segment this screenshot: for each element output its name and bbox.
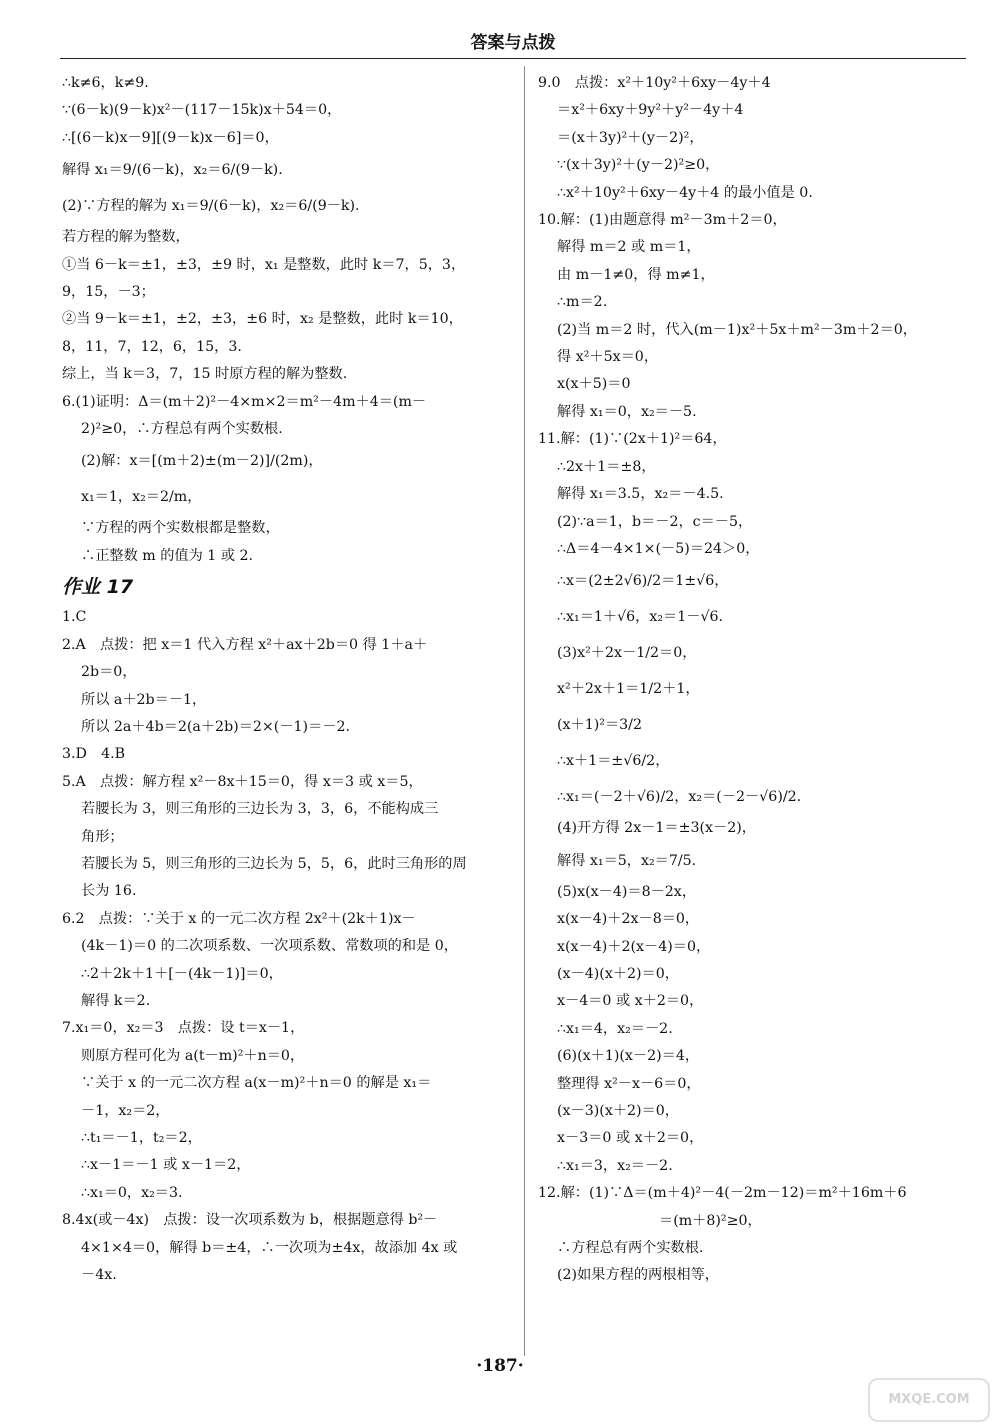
text-line: (2)∵方程的解为 x₁＝9/(6－k)，x₂＝6/(9－k). (62, 198, 360, 215)
watermark-logo: MXQE.COM (868, 1378, 990, 1422)
text-line: (2)解：x＝[(m＋2)±(m－2)]/(2m)， (81, 453, 323, 470)
text-line: 6.(1)证明：Δ＝(m＋2)²－4×m×2＝m²－4m＋4＝(m－ (62, 393, 427, 410)
text-line: 解得 k＝2. (81, 992, 151, 1009)
text-line: 若腰长为 3，则三角形的三边长为 3，3，6，不能构成三 (81, 801, 439, 818)
text-line: 8.4x(或－4x) 点拨：设一次项系数为 b，根据题意得 b²－ (62, 1212, 438, 1229)
text-line: (2)∵a＝1，b＝－2，c＝－5， (557, 513, 753, 530)
text-line: 解得 x₁＝9/(6－k)，x₂＝6/(9－k). (62, 162, 283, 179)
text-line: 解得 x₁＝0，x₂＝－5. (557, 403, 697, 420)
header-rule (60, 58, 966, 59)
text-line: (x－4)(x＋2)＝0， (557, 965, 679, 982)
text-line: (x－3)(x＋2)＝0， (557, 1102, 679, 1119)
text-line: 2)²≥0，∴方程总有两个实数根. (81, 421, 283, 438)
text-line: 8，11，7，12，6，15，3. (62, 338, 242, 355)
text-line: 6.2 点拨：∵关于 x 的一元二次方程 2x²＋(2k＋1)x－ (62, 910, 416, 927)
text-line: ∴x₁＝4，x₂＝－2. (557, 1020, 673, 1037)
text-line: 7.x₁＝0，x₂＝3 点拨：设 t＝x－1， (62, 1020, 305, 1037)
column-divider (524, 66, 525, 1356)
text-line: 解得 m＝2 或 m＝1， (557, 239, 701, 256)
text-line: 所以 a＋2b＝－1， (81, 691, 207, 708)
text-line: ∴[(6－k)x－9][(9－k)x－6]＝0， (62, 129, 279, 146)
text-line: (4k－1)＝0 的二次项系数、一次项系数、常数项的和是 0， (81, 938, 458, 955)
text-line: ∴正整数 m 的值为 1 或 2. (81, 547, 254, 564)
text-line: 2b＝0， (81, 664, 137, 681)
text-line: ＝x²＋6xy＋9y²＋y²－4y＋4 (557, 102, 744, 119)
text-line: －4x. (81, 1267, 117, 1284)
text-line: ＝(m＋8)²≥0， (659, 1212, 762, 1229)
text-line: ∴x₁＝0，x₂＝3. (81, 1184, 183, 1201)
text-line: (3)x²＋2x－1/2＝0， (557, 645, 697, 662)
text-line: (5)x(x－4)＝8－2x， (557, 883, 697, 900)
text-line: x₁＝1，x₂＝2/m， (81, 489, 202, 506)
text-line: 得 x²＋5x＝0， (557, 349, 659, 366)
text-line: ∴x＋1＝±√6/2， (557, 753, 670, 770)
text-line: x(x－4)＋2(x－4)＝0， (557, 938, 711, 955)
text-line: －1，x₂＝2， (81, 1102, 170, 1119)
text-line: 5.A 点拨：解方程 x²－8x＋15＝0，得 x＝3 或 x＝5， (62, 773, 423, 790)
text-line: x－3＝0 或 x＋2＝0， (557, 1130, 704, 1147)
text-line: 所以 2a＋4b＝2(a＋2b)＝2×(－1)＝－2. (81, 718, 351, 735)
text-line: x²＋2x＋1＝1/2＋1， (557, 681, 700, 698)
text-line: ∴方程总有两个实数根. (557, 1240, 704, 1256)
text-line: ∵方程的两个实数根都是整数， (81, 520, 280, 537)
left-column (62, 70, 512, 1289)
text-line: ∴t₁＝－1，t₂＝2， (81, 1130, 202, 1146)
text-line: ＝(x＋3y)²＋(y－2)²， (557, 129, 704, 146)
text-line: ∴2＋2k＋1＋[－(4k－1)]＝0， (81, 965, 283, 982)
page-header-title: 答案与点拨 (470, 33, 556, 53)
text-line: 9，15，－3； (62, 284, 155, 301)
text-line: ∴x²＋10y²＋6xy－4y＋4 的最小值是 0. (557, 184, 813, 201)
text-line: ∴x－1＝－1 或 x－1＝2， (81, 1157, 251, 1174)
text-line: 3.D 4.B (62, 746, 126, 763)
text-line: (6)(x＋1)(x－2)＝4， (557, 1048, 700, 1065)
text-line: (4)开方得 2x－1＝±3(x－2)， (557, 820, 756, 837)
text-line: 10.解：(1)由题意得 m²－3m＋2＝0， (538, 212, 787, 229)
text-line: 1.C (62, 609, 87, 626)
text-line: 综上，当 k＝3，7，15 时原方程的解为整数. (62, 366, 348, 383)
text-line: 整理得 x²－x－6＝0， (557, 1075, 701, 1092)
text-line: ∴m＝2. (557, 294, 608, 311)
text-line: x－4＝0 或 x＋2＝0， (557, 993, 704, 1010)
right-column (538, 70, 978, 1290)
text-line: ∴k≠6，k≠9. (62, 75, 149, 91)
text-line: x(x－4)＋2x－8＝0， (557, 911, 700, 928)
text-line: x(x＋5)＝0 (557, 376, 631, 393)
text-line: 11.解：(1)∵(2x＋1)²＝64， (538, 431, 727, 448)
text-line: 由 m－1≠0，得 m≠1， (557, 266, 715, 283)
text-line: ∴x₁＝(－2＋√6)/2，x₂＝(－2－√6)/2. (557, 789, 802, 806)
text-line: 9.0 点拨：x²＋10y²＋6xy－4y＋4 (538, 75, 771, 91)
text-line: 若方程的解为整数， (62, 229, 190, 246)
section-title: 作业 17 (62, 576, 134, 599)
text-line: ∴2x＋1＝±8， (557, 458, 656, 475)
text-line: ②当 9－k＝±1，±2，±3，±6 时，x₂ 是整数，此时 k＝10， (62, 311, 463, 328)
text-line: 12.解：(1)∵Δ＝(m＋4)²－4(－2m－12)＝m²＋16m＋6 (538, 1185, 907, 1202)
text-line: ①当 6－k＝±1，±3，±9 时，x₁ 是整数，此时 k＝7，5，3， (62, 256, 466, 273)
page-number: ·187· (476, 1356, 524, 1376)
text-line: ∴x₁＝1＋√6，x₂＝1－√6. (557, 609, 724, 626)
text-line: ∵(6－k)(9－k)x²－(117－15k)x＋54＝0， (62, 102, 342, 119)
text-line: ∴x＝(2±2√6)/2＝1±√6， (557, 573, 729, 590)
text-line: 长为 16. (81, 883, 137, 900)
text-line: ∴x₁＝3，x₂＝－2. (557, 1157, 673, 1174)
text-line: 若腰长为 5，则三角形的三边长为 5，5，6，此时三角形的周 (81, 855, 467, 872)
text-line: (x＋1)²＝3/2 (557, 717, 642, 734)
text-line: ∵关于 x 的一元二次方程 a(x－m)²＋n＝0 的解是 x₁＝ (81, 1075, 432, 1092)
text-line: 解得 x₁＝3.5，x₂＝－4.5. (557, 486, 724, 503)
text-line: (2)当 m＝2 时，代入(m－1)x²＋5x＋m²－3m＋2＝0， (557, 321, 917, 338)
text-line: ∵(x＋3y)²＋(y－2)²≥0， (557, 157, 720, 174)
text-line: (2)如果方程的两根相等， (557, 1267, 719, 1284)
text-line: ∴Δ＝4－4×1×(－5)＝24＞0， (557, 540, 760, 557)
text-line: 则原方程可化为 a(t－m)²＋n＝0， (81, 1047, 305, 1064)
text-line: 4×1×4＝0，解得 b＝±4，∴一次项为±4x，故添加 4x 或 (81, 1239, 458, 1256)
text-line: 解得 x₁＝5，x₂＝7/5. (557, 852, 697, 869)
text-line: 2.A 点拨：把 x＝1 代入方程 x²＋ax＋2b＝0 得 1＋a＋ (62, 636, 428, 653)
text-line: 角形； (81, 828, 124, 845)
